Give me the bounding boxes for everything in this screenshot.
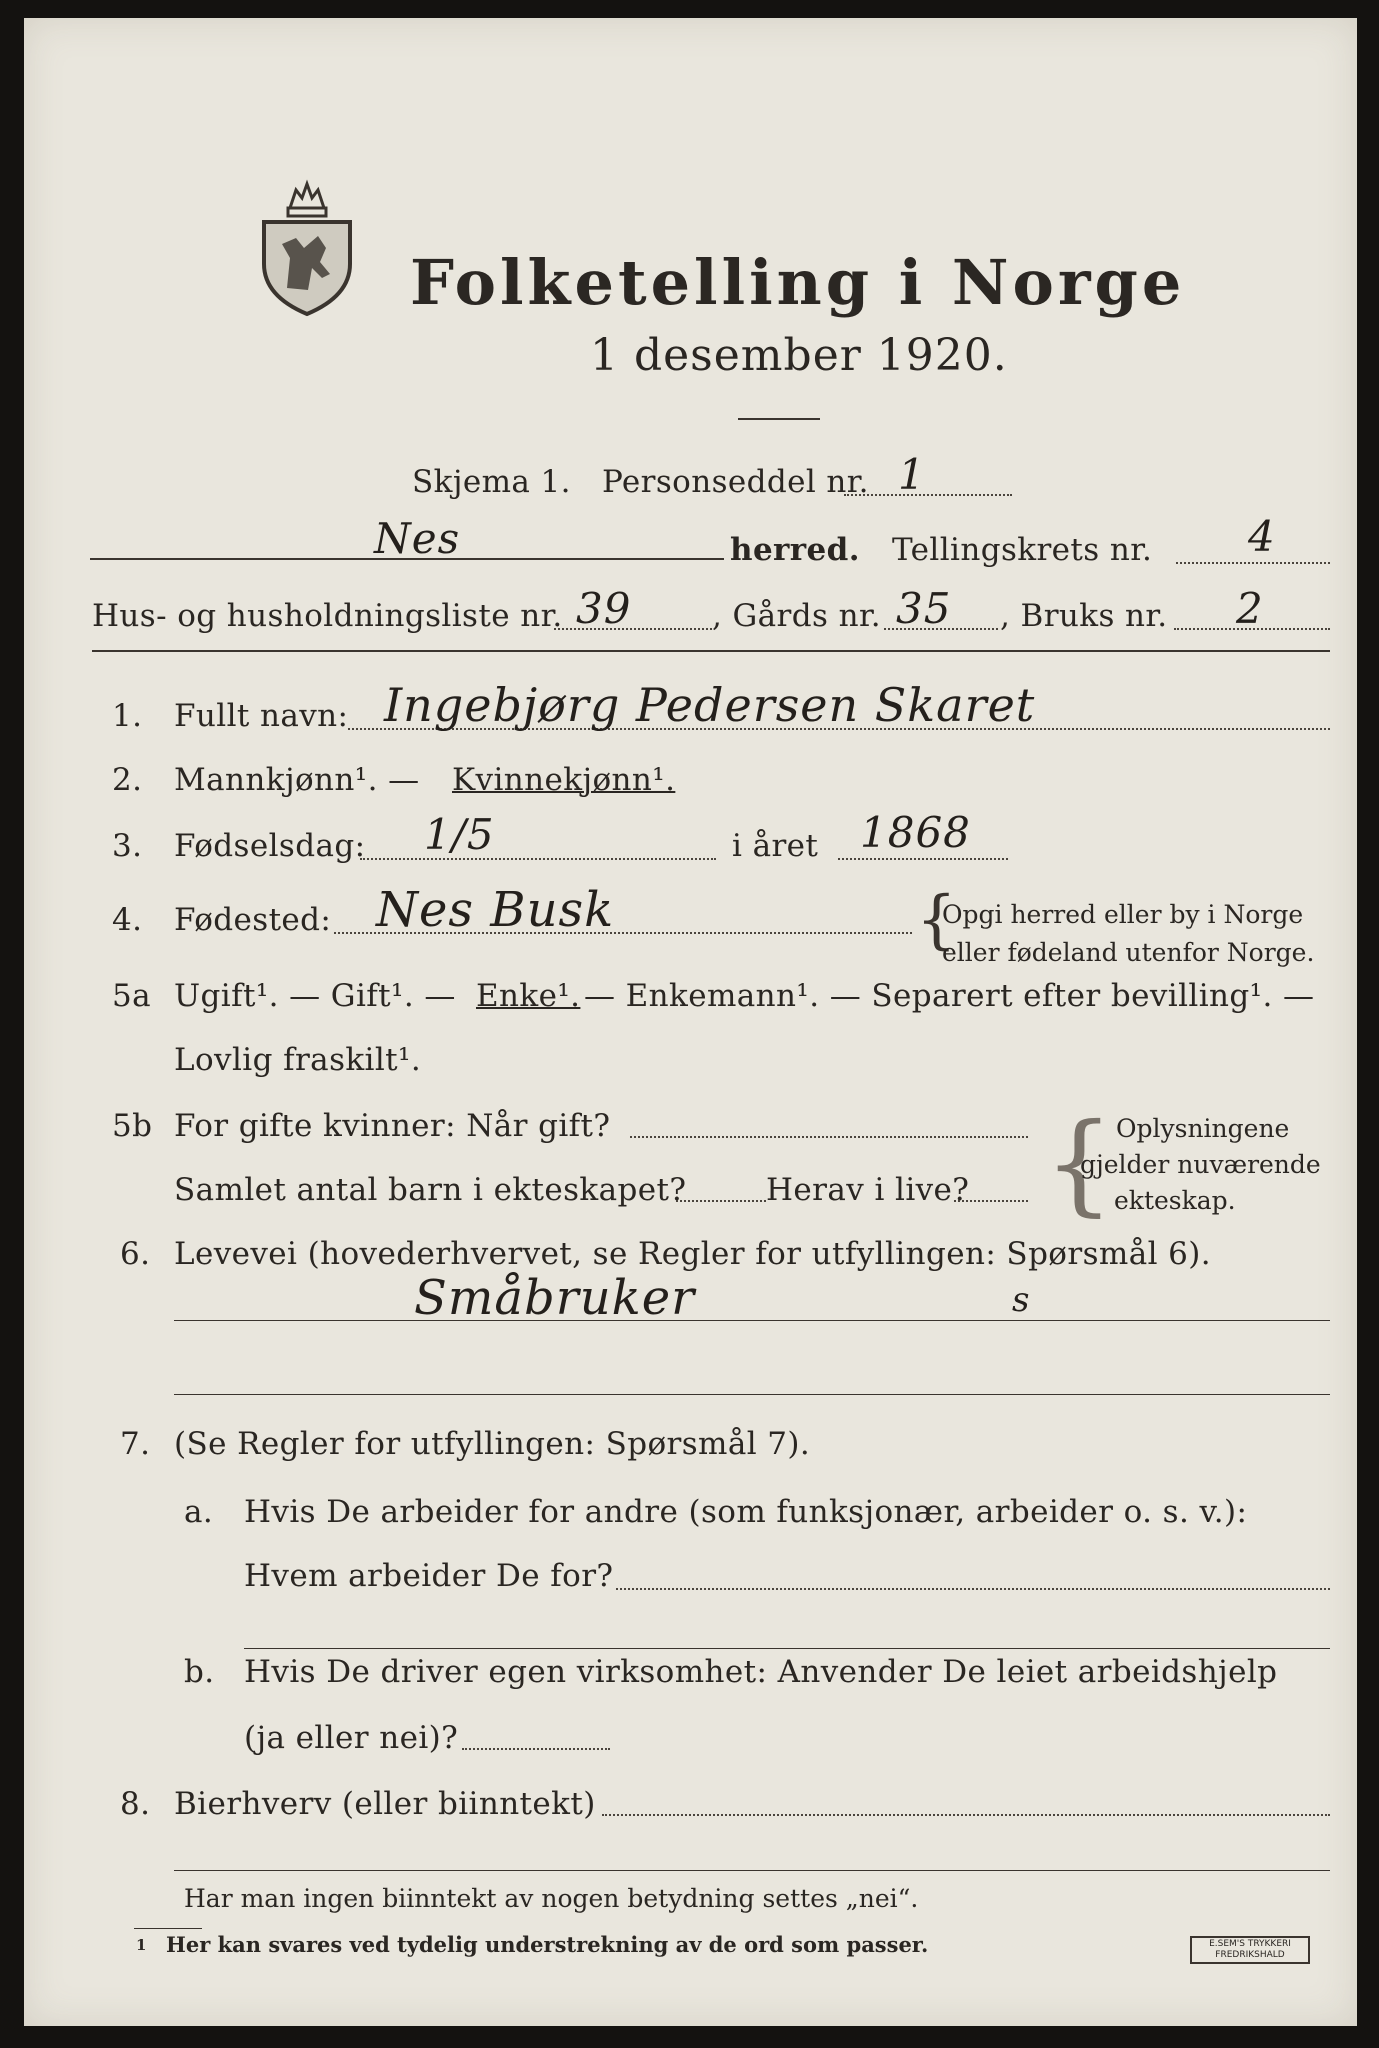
full-name-label: Fullt navn:: [174, 698, 349, 734]
widow-option[interactable]: Enke¹.: [476, 978, 581, 1014]
question-number: 4.: [112, 902, 143, 938]
question-number: 1.: [112, 698, 143, 734]
employer-question: Hvis De arbeider for andre (som funksjonær, arbeider o. s. v.):: [244, 1494, 1248, 1530]
female-option[interactable]: Kvinnekjønn¹.: [452, 762, 676, 798]
question-number: 3.: [112, 828, 143, 864]
question-number: 2.: [112, 762, 143, 798]
question-number: 7.: [120, 1426, 151, 1462]
herred-value[interactable]: Nes: [374, 514, 461, 563]
printer-stamp: E.SEM'S TRYKKERI FREDRIKSHALD: [1190, 1936, 1310, 1964]
hired-help-label: (ja eller nei)?: [244, 1720, 459, 1756]
birthday-value[interactable]: 1/5: [424, 810, 495, 859]
question-number: 6.: [120, 1236, 151, 1272]
schema-label: Skjema 1.: [412, 464, 571, 500]
occupation-value[interactable]: Småbruker: [414, 1270, 696, 1326]
sub-question-number: b.: [184, 1654, 215, 1690]
marriage-note: gjelder nuværende: [1080, 1150, 1321, 1179]
header-divider: [92, 650, 1330, 652]
q7-label: (Se Regler for utfyllingen: Spørsmål 7).: [174, 1426, 811, 1462]
footnote-mark: 1: [136, 1936, 147, 1954]
occupation-label: Levevei (hovederhvervet, se Regler for utfyllingen: Spørsmål 6).: [174, 1236, 1212, 1272]
own-business-question: Hvis De driver egen virksomhet: Anvender De leiet arbeidshjelp: [244, 1654, 1278, 1690]
male-option[interactable]: Mannkjønn¹. —: [174, 762, 420, 798]
bruks-value[interactable]: 2: [1236, 584, 1264, 633]
children-label: Samlet antal barn i ekteskapet?: [174, 1172, 687, 1208]
gards-value[interactable]: 35: [896, 584, 952, 633]
birthplace-note: Opgi herred eller by i Norge: [942, 900, 1304, 929]
married-when-label: For gifte kvinner: Når gift?: [174, 1108, 611, 1144]
marriage-note: ekteskap.: [1114, 1186, 1236, 1215]
bruks-label: , Bruks nr.: [1000, 598, 1168, 634]
gards-label: , Gårds nr.: [712, 598, 882, 634]
brace-icon: {: [1044, 1099, 1114, 1227]
employer-label: Hvem arbeider De for?: [244, 1558, 614, 1594]
alive-label: Herav i live?: [766, 1172, 970, 1208]
divorced-option[interactable]: Lovlig fraskilt¹.: [174, 1042, 422, 1078]
marriage-note: Oplysningene: [1116, 1114, 1290, 1143]
question-number: 5a: [112, 978, 152, 1014]
birth-year-value[interactable]: 1868: [860, 808, 971, 857]
footnote: Her kan svares ved tydelig understrekning av de ord som passer.: [166, 1932, 929, 1957]
census-date: 1 desember 1920.: [590, 330, 1008, 381]
nei-note: Har man ingen biinntekt av nogen betydning settes „nei“.: [184, 1884, 919, 1913]
full-name-value[interactable]: Ingebjørg Pedersen Skaret: [384, 678, 1036, 732]
birthplace-value[interactable]: Nes Busk: [376, 882, 615, 938]
tellingskrets-value[interactable]: 4: [1248, 512, 1276, 561]
occupation-mark: s: [1012, 1280, 1031, 1320]
census-form: [24, 18, 1357, 2026]
coat-of-arms-icon: [252, 178, 362, 318]
question-number: 5b: [112, 1108, 153, 1144]
personseddel-label: Personseddel nr.: [602, 464, 869, 500]
herred-label: herred.: [730, 532, 860, 568]
tellingskrets-label: Tellingskrets nr.: [892, 532, 1153, 568]
form-title: Folketelling i Norge: [410, 246, 1186, 319]
husliste-value[interactable]: 39: [576, 584, 632, 633]
sub-question-number: a.: [184, 1494, 214, 1530]
brace-icon: {: [916, 883, 957, 957]
birthday-label: Fødselsdag:: [174, 828, 366, 864]
question-number: 8.: [120, 1786, 151, 1822]
husliste-label: Hus- og husholdningsliste nr.: [92, 598, 563, 634]
marital-options-b[interactable]: — Enkemann¹. — Separert efter bevilling¹. —: [584, 978, 1315, 1014]
marital-options-a[interactable]: Ugift¹. — Gift¹. —: [174, 978, 456, 1014]
title-divider: [738, 418, 820, 420]
birthplace-label: Fødested:: [174, 902, 332, 938]
personseddel-value[interactable]: 1: [898, 450, 926, 499]
side-income-label: Bierhverv (eller biinntekt): [174, 1786, 596, 1822]
birthplace-note: eller fødeland utenfor Norge.: [942, 938, 1315, 967]
birth-year-label: i året: [732, 828, 819, 864]
